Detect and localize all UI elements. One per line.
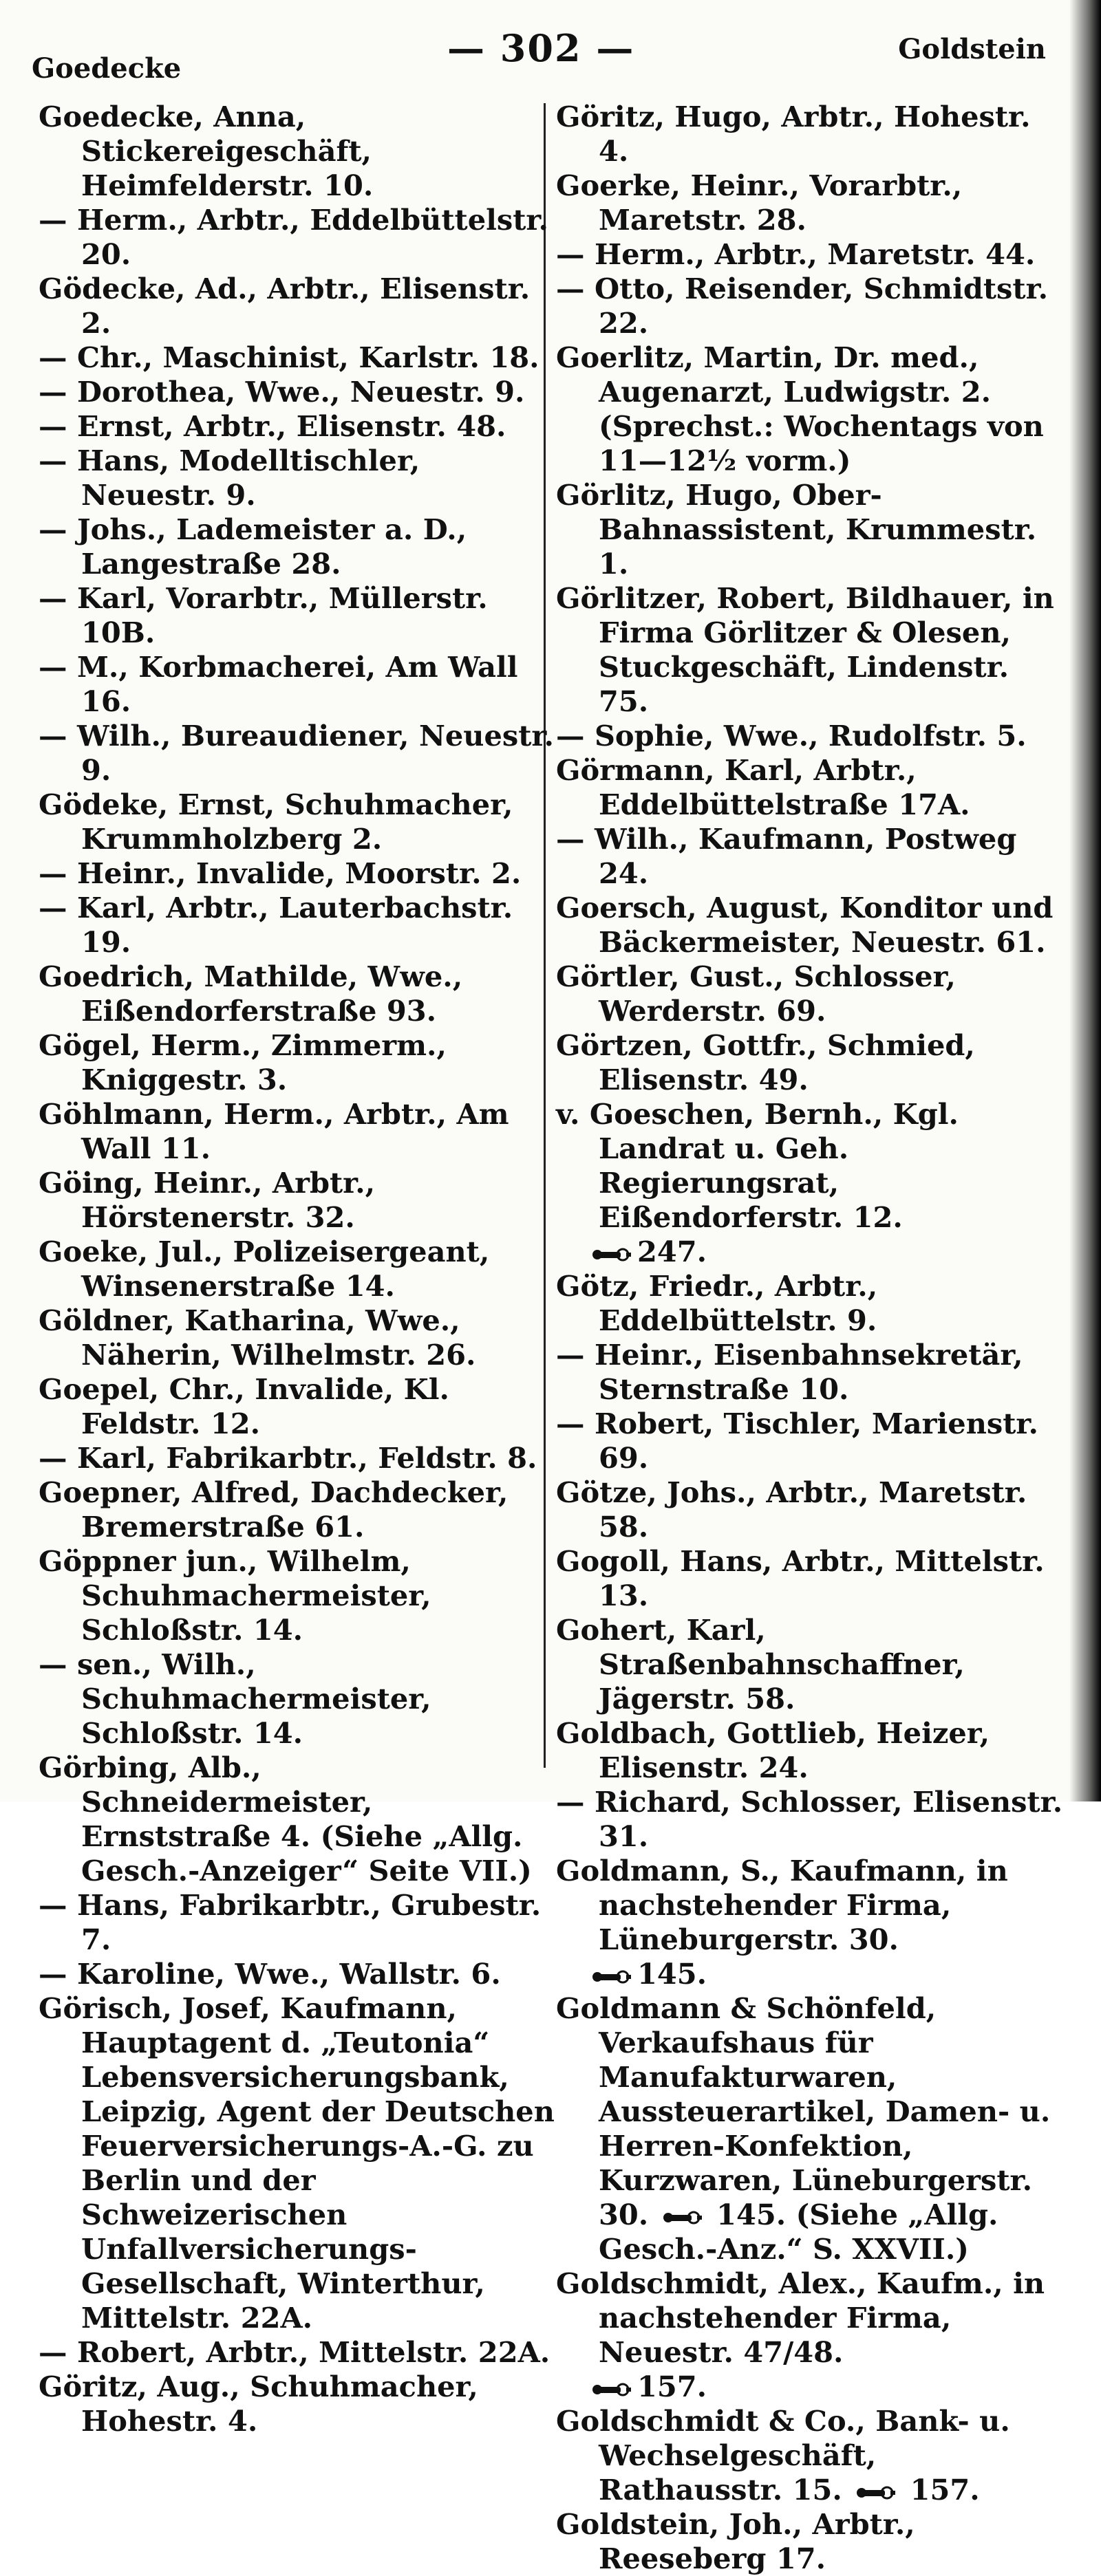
right-entry: Goerke, Heinr., Vorarbtr., Maretstr. 28. <box>556 169 963 237</box>
right-entry: v. Goeschen, Bernh., Kgl. Landrat u. Geh. Regierungsrat, Eißendorferstr. 12. <box>556 1097 959 1234</box>
left-entry: — Wilh., Bureaudiener, Neuestr. 9. <box>39 719 554 787</box>
telephone-icon <box>592 1245 632 1264</box>
right-entry: — Robert, Tischler, Marienstr. 69. <box>556 1407 1038 1475</box>
right-entry: — Otto, Reisender, Schmidtstr. 22. <box>556 272 1049 340</box>
left-entry: Goepner, Alfred, Dachdecker, Bremerstraße 61. <box>39 1475 509 1544</box>
telephone-number: 145. <box>637 1957 707 1991</box>
left-entry: Goedecke, Anna, Stickereigeschäft, Heimfelderstr. 10. <box>39 100 374 202</box>
right-entry: Götze, Johs., Arbtr., Maretstr. 58. <box>556 1475 1027 1544</box>
telephone-icon <box>663 2208 703 2227</box>
right-entry: Görtler, Gust., Schlosser, Werderstr. 69. <box>556 960 956 1028</box>
telephone-icon <box>592 2380 632 2399</box>
right-entry: — Richard, Schlosser, Elisenstr. 31. <box>556 1785 1063 1853</box>
left-entry: Göppner jun., Wilhelm, Schuhmachermeister, Schloßstr. 14. <box>39 1544 431 1647</box>
left-entry: Göing, Heinr., Arbtr., Hörstenerstr. 32. <box>39 1166 376 1234</box>
left-entry: Gögel, Herm., Zimmerm., Kniggestr. 3. <box>39 1028 447 1096</box>
right-entry <box>556 1957 1065 1991</box>
left-entry: Göritz, Aug., Schuhmacher, Hohestr. 4. <box>39 2370 478 2438</box>
right-column <box>556 100 1065 2576</box>
right-entry: Goldschmidt & Co., Bank- u. Wechselgeschäft, Rathausstr. 15. 157. <box>556 2404 1010 2507</box>
right-entry: — Heinr., Eisenbahnsekretär, Sternstraße 10. <box>556 1338 1023 1406</box>
telephone-icon <box>856 2483 896 2502</box>
left-entry: Gödeke, Ernst, Schuhmacher, Krummholzberg 2. <box>39 788 513 856</box>
left-entry: — Karl, Vorarbtr., Müllerstr. 10B. <box>39 581 488 649</box>
left-column <box>39 100 555 2438</box>
left-entry: Goedrich, Mathilde, Wwe., Eißendorferstraße 93. <box>39 960 463 1028</box>
left-entry: — Dorothea, Wwe., Neuestr. 9. <box>39 375 525 409</box>
left-entry: Goeke, Jul., Polizeisergeant, Winsenerstraße 14. <box>39 1235 490 1303</box>
right-entry: Götz, Friedr., Arbtr., Eddelbüttelstr. 9. <box>556 1269 878 1337</box>
right-entry: Görmann, Karl, Arbtr., Eddelbüttelstraße 17A. <box>556 753 970 821</box>
right-entry: Goldmann & Schönfeld, Verkaufshaus für Manufakturwaren, Aussteuerartikel, Damen- u. Herren-Konfektion, Kurzwaren, Lüneburgerstr. 30. 145. (Siehe „Allg. Gesch.-Anz.“ S. XXVII.) <box>556 1991 1051 2266</box>
left-entry: — Karoline, Wwe., Wallstr. 6. <box>39 1957 501 1991</box>
right-entry: Görtzen, Gottfr., Schmied, Elisenstr. 49. <box>556 1028 975 1096</box>
page-header <box>0 19 1073 95</box>
right-entry: Gogoll, Hans, Arbtr., Mittelstr. 13. <box>556 1544 1045 1612</box>
right-entry: Gohert, Karl, Straßenbahnschaffner, Jägerstr. 58. <box>556 1613 965 1715</box>
telephone-icon <box>592 1967 632 1987</box>
header-right-catchword: Goldstein <box>898 33 1046 65</box>
left-entry: — M., Korbmacherei, Am Wall 16. <box>39 650 518 718</box>
right-entry: Goerlitz, Martin, Dr. med., Augenarzt, Ludwigstr. 2. (Sprechst.: Wochentags von 11—12½ vorm.) <box>556 340 1044 477</box>
right-entry: Göritz, Hugo, Arbtr., Hohestr. 4. <box>556 100 1031 168</box>
left-entry: Gödecke, Ad., Arbtr., Elisenstr. 2. <box>39 272 531 340</box>
right-entry <box>556 1235 1065 1269</box>
left-entry: Görbing, Alb., Schneidermeister, Ernststraße 4. (Siehe „Allg. Gesch.-Anzeiger“ Seite VII.) <box>39 1751 532 1887</box>
left-entry: — sen., Wilh., Schuhmachermeister, Schloßstr. 14. <box>39 1647 431 1750</box>
right-entry: Goldbach, Gottlieb, Heizer, Elisenstr. 24. <box>556 1716 990 1784</box>
left-entry: Göldner, Katharina, Wwe., Näherin, Wilhelmstr. 26. <box>39 1303 476 1372</box>
left-entry: Görisch, Josef, Kaufmann, Hauptagent d. „Teutonia“ Lebensversicherungsbank, Leipzig, Agent der Deutschen Feuerversicherungs-A.-G. zu Berlin und der Schweizerischen Unfallversicherungs-Gesellschaft, Winterthur, Mittelstr. 22A. <box>39 1991 555 2335</box>
right-entry: — Sophie, Wwe., Rudolfstr. 5. <box>556 719 1027 753</box>
left-entry: — Johs., Lademeister a. D., Langestraße 28. <box>39 512 467 581</box>
right-entry: Görlitz, Hugo, Ober-Bahnassistent, Krummestr. 1. <box>556 478 1037 581</box>
right-entry <box>556 2370 1065 2404</box>
left-entry: — Heinr., Invalide, Moorstr. 2. <box>39 856 522 890</box>
telephone-number: 247. <box>637 1235 707 1268</box>
left-entry: Göhlmann, Herm., Arbtr., Am Wall 11. <box>39 1097 509 1165</box>
left-entry: — Karl, Fabrikarbtr., Feldstr. 8. <box>39 1441 537 1475</box>
right-entry: Goldschmidt, Alex., Kaufm., in nachstehender Firma, Neuestr. 47/48. <box>556 2266 1045 2369</box>
right-entry: — Wilh., Kaufmann, Postweg 24. <box>556 822 1017 890</box>
left-entry: — Hans, Modelltischler, Neuestr. 9. <box>39 444 420 512</box>
right-entry: Goersch, August, Konditor und Bäckermeister, Neuestr. 61. <box>556 891 1054 959</box>
left-entry: — Ernst, Arbtr., Elisenstr. 48. <box>39 409 506 443</box>
page-number: — 302 — <box>447 26 635 70</box>
header-left-catchword: Goedecke <box>32 52 182 85</box>
telephone-number: 157. <box>637 2370 707 2403</box>
right-entry: Goldstein, Joh., Arbtr., Reeseberg 17. <box>556 2507 915 2575</box>
left-entry: — Hans, Fabrikarbtr., Grubestr. 7. <box>39 1888 542 1956</box>
left-entry: — Robert, Arbtr., Mittelstr. 22A. <box>39 2335 550 2369</box>
right-entry: Goldmann, S., Kaufmann, in nachstehender Firma, Lüneburgerstr. 30. <box>556 1854 1008 1956</box>
left-entry: — Karl, Arbtr., Lauterbachstr. 19. <box>39 891 513 959</box>
right-entry: — Herm., Arbtr., Maretstr. 44. <box>556 237 1036 271</box>
left-entry: — Chr., Maschinist, Karlstr. 18. <box>39 340 539 374</box>
right-entry: Görlitzer, Robert, Bildhauer, in Firma Görlitzer & Olesen, Stuckgeschäft, Lindenstr. 75. <box>556 581 1054 718</box>
page-edge-shadow <box>1069 0 1101 1801</box>
left-entry: — Herm., Arbtr., Eddelbüttelstr. 20. <box>39 203 548 271</box>
left-entry: Goepel, Chr., Invalide, Kl. Feldstr. 12. <box>39 1372 449 1440</box>
